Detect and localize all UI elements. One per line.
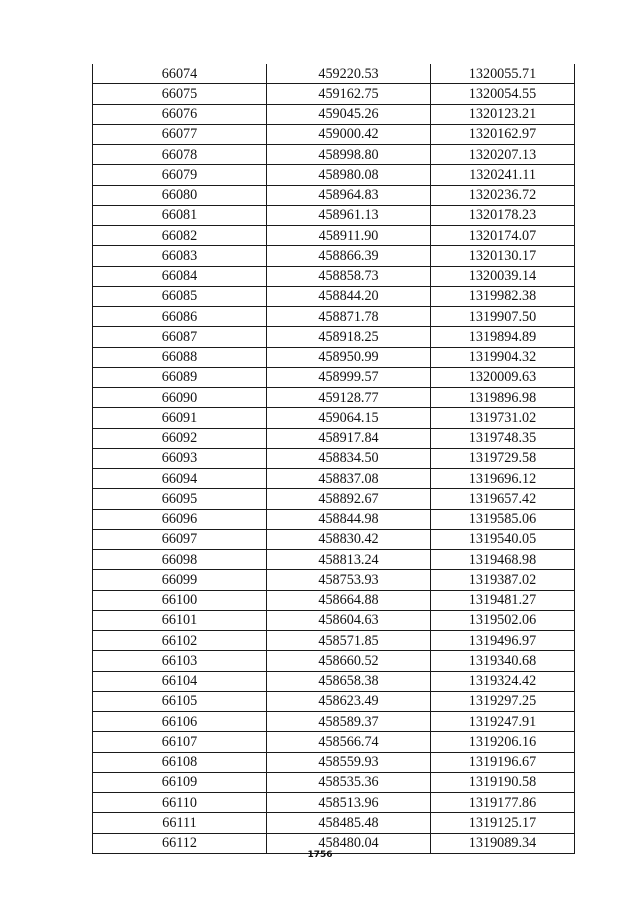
x-coordinate-cell: 458834.50 xyxy=(267,448,431,468)
x-coordinate-cell: 458623.49 xyxy=(267,691,431,711)
point-id-cell: 66105 xyxy=(93,691,267,711)
y-coordinate-cell: 1320055.71 xyxy=(431,64,575,84)
point-id-cell: 66080 xyxy=(93,185,267,205)
table-row xyxy=(93,367,575,387)
table-row xyxy=(93,712,575,732)
point-id-cell: 66108 xyxy=(93,752,267,772)
table-row xyxy=(93,408,575,428)
table-row xyxy=(93,307,575,327)
y-coordinate-cell: 1319585.06 xyxy=(431,509,575,529)
table-row xyxy=(93,772,575,792)
x-coordinate-cell: 459220.53 xyxy=(267,64,431,84)
y-coordinate-cell: 1319177.86 xyxy=(431,793,575,813)
x-coordinate-cell: 458911.90 xyxy=(267,226,431,246)
x-coordinate-cell: 458559.93 xyxy=(267,752,431,772)
table-row xyxy=(93,509,575,529)
y-coordinate-cell: 1320123.21 xyxy=(431,104,575,124)
table-row xyxy=(93,428,575,448)
table-row xyxy=(93,124,575,144)
table-row xyxy=(93,610,575,630)
y-coordinate-cell: 1320174.07 xyxy=(431,226,575,246)
point-id-cell: 66097 xyxy=(93,529,267,549)
x-coordinate-cell: 458658.38 xyxy=(267,671,431,691)
y-coordinate-cell: 1320178.23 xyxy=(431,205,575,225)
y-coordinate-cell: 1319904.32 xyxy=(431,347,575,367)
table-row xyxy=(93,388,575,408)
point-id-cell: 66092 xyxy=(93,428,267,448)
coordinate-table-body xyxy=(93,64,575,853)
x-coordinate-cell: 458604.63 xyxy=(267,610,431,630)
table-row xyxy=(93,570,575,590)
x-coordinate-cell: 458830.42 xyxy=(267,529,431,549)
x-coordinate-cell: 458961.13 xyxy=(267,205,431,225)
y-coordinate-cell: 1319496.97 xyxy=(431,631,575,651)
x-coordinate-cell: 458513.96 xyxy=(267,793,431,813)
y-coordinate-cell: 1320207.13 xyxy=(431,145,575,165)
table-row xyxy=(93,205,575,225)
y-coordinate-cell: 1319468.98 xyxy=(431,550,575,570)
point-id-cell: 66078 xyxy=(93,145,267,165)
point-id-cell: 66100 xyxy=(93,590,267,610)
x-coordinate-cell: 458917.84 xyxy=(267,428,431,448)
point-id-cell: 66111 xyxy=(93,813,267,833)
table-row xyxy=(93,327,575,347)
point-id-cell: 66112 xyxy=(93,833,267,853)
point-id-cell: 66075 xyxy=(93,84,267,104)
point-id-cell: 66096 xyxy=(93,509,267,529)
x-coordinate-cell: 458866.39 xyxy=(267,246,431,266)
point-id-cell: 66102 xyxy=(93,631,267,651)
table-row xyxy=(93,226,575,246)
y-coordinate-cell: 1319125.17 xyxy=(431,813,575,833)
y-coordinate-cell: 1320130.17 xyxy=(431,246,575,266)
x-coordinate-cell: 458813.24 xyxy=(267,550,431,570)
y-coordinate-cell: 1320039.14 xyxy=(431,266,575,286)
point-id-cell: 66093 xyxy=(93,448,267,468)
table-row xyxy=(93,185,575,205)
table-row xyxy=(93,691,575,711)
x-coordinate-cell: 458664.88 xyxy=(267,590,431,610)
table-row xyxy=(93,590,575,610)
y-coordinate-cell: 1319540.05 xyxy=(431,529,575,549)
y-coordinate-cell: 1319297.25 xyxy=(431,691,575,711)
y-coordinate-cell: 1319247.91 xyxy=(431,712,575,732)
x-coordinate-cell: 458535.36 xyxy=(267,772,431,792)
y-coordinate-cell: 1319896.98 xyxy=(431,388,575,408)
x-coordinate-cell: 459128.77 xyxy=(267,388,431,408)
table-row xyxy=(93,651,575,671)
y-coordinate-cell: 1319729.58 xyxy=(431,448,575,468)
point-id-cell: 66106 xyxy=(93,712,267,732)
y-coordinate-cell: 1319696.12 xyxy=(431,469,575,489)
point-id-cell: 66098 xyxy=(93,550,267,570)
point-id-cell: 66104 xyxy=(93,671,267,691)
table-row xyxy=(93,529,575,549)
table-row xyxy=(93,64,575,84)
point-id-cell: 66074 xyxy=(93,64,267,84)
table-row xyxy=(93,550,575,570)
x-coordinate-cell: 458871.78 xyxy=(267,307,431,327)
table-row xyxy=(93,813,575,833)
x-coordinate-cell: 458753.93 xyxy=(267,570,431,590)
x-coordinate-cell: 458571.85 xyxy=(267,631,431,651)
y-coordinate-cell: 1319982.38 xyxy=(431,286,575,306)
y-coordinate-cell: 1319206.16 xyxy=(431,732,575,752)
point-id-cell: 66087 xyxy=(93,327,267,347)
x-coordinate-cell: 458892.67 xyxy=(267,489,431,509)
table-row xyxy=(93,489,575,509)
table-row xyxy=(93,347,575,367)
y-coordinate-cell: 1319387.02 xyxy=(431,570,575,590)
point-id-cell: 66081 xyxy=(93,205,267,225)
table-row xyxy=(93,631,575,651)
table-row xyxy=(93,793,575,813)
point-id-cell: 66086 xyxy=(93,307,267,327)
table-row xyxy=(93,246,575,266)
y-coordinate-cell: 1319481.27 xyxy=(431,590,575,610)
x-coordinate-cell: 458999.57 xyxy=(267,367,431,387)
point-id-cell: 66084 xyxy=(93,266,267,286)
x-coordinate-cell: 458660.52 xyxy=(267,651,431,671)
x-coordinate-cell: 458589.37 xyxy=(267,712,431,732)
table-row xyxy=(93,286,575,306)
point-id-cell: 66109 xyxy=(93,772,267,792)
point-id-cell: 66079 xyxy=(93,165,267,185)
table-row xyxy=(93,165,575,185)
y-coordinate-cell: 1319748.35 xyxy=(431,428,575,448)
y-coordinate-cell: 1319196.67 xyxy=(431,752,575,772)
x-coordinate-cell: 458950.99 xyxy=(267,347,431,367)
y-coordinate-cell: 1320241.11 xyxy=(431,165,575,185)
page-number: 1756 xyxy=(307,850,333,860)
table-row xyxy=(93,266,575,286)
point-id-cell: 66091 xyxy=(93,408,267,428)
point-id-cell: 66083 xyxy=(93,246,267,266)
point-id-cell: 66090 xyxy=(93,388,267,408)
table-row xyxy=(93,84,575,104)
x-coordinate-cell: 458918.25 xyxy=(267,327,431,347)
x-coordinate-cell: 458858.73 xyxy=(267,266,431,286)
x-coordinate-cell: 459064.15 xyxy=(267,408,431,428)
point-id-cell: 66089 xyxy=(93,367,267,387)
table-row xyxy=(93,671,575,691)
point-id-cell: 66095 xyxy=(93,489,267,509)
y-coordinate-cell: 1320009.63 xyxy=(431,367,575,387)
table-row xyxy=(93,469,575,489)
y-coordinate-cell: 1319894.89 xyxy=(431,327,575,347)
x-coordinate-cell: 458566.74 xyxy=(267,732,431,752)
point-id-cell: 66094 xyxy=(93,469,267,489)
x-coordinate-cell: 458485.48 xyxy=(267,813,431,833)
y-coordinate-cell: 1320054.55 xyxy=(431,84,575,104)
x-coordinate-cell: 458998.80 xyxy=(267,145,431,165)
point-id-cell: 66099 xyxy=(93,570,267,590)
coordinate-table xyxy=(92,64,575,854)
x-coordinate-cell: 458980.08 xyxy=(267,165,431,185)
point-id-cell: 66101 xyxy=(93,610,267,630)
y-coordinate-cell: 1319657.42 xyxy=(431,489,575,509)
table-row xyxy=(93,752,575,772)
y-coordinate-cell: 1319324.42 xyxy=(431,671,575,691)
table-row xyxy=(93,732,575,752)
table-row xyxy=(93,145,575,165)
x-coordinate-cell: 458844.98 xyxy=(267,509,431,529)
point-id-cell: 66107 xyxy=(93,732,267,752)
point-id-cell: 66110 xyxy=(93,793,267,813)
point-id-cell: 66103 xyxy=(93,651,267,671)
x-coordinate-cell: 458837.08 xyxy=(267,469,431,489)
y-coordinate-cell: 1319907.50 xyxy=(431,307,575,327)
point-id-cell: 66088 xyxy=(93,347,267,367)
point-id-cell: 66085 xyxy=(93,286,267,306)
x-coordinate-cell: 459000.42 xyxy=(267,124,431,144)
y-coordinate-cell: 1319190.58 xyxy=(431,772,575,792)
x-coordinate-cell: 458844.20 xyxy=(267,286,431,306)
point-id-cell: 66077 xyxy=(93,124,267,144)
y-coordinate-cell: 1319340.68 xyxy=(431,651,575,671)
table-row xyxy=(93,104,575,124)
point-id-cell: 66082 xyxy=(93,226,267,246)
y-coordinate-cell: 1319731.02 xyxy=(431,408,575,428)
y-coordinate-cell: 1319089.34 xyxy=(431,833,575,853)
y-coordinate-cell: 1320162.97 xyxy=(431,124,575,144)
y-coordinate-cell: 1319502.06 xyxy=(431,610,575,630)
x-coordinate-cell: 458964.83 xyxy=(267,185,431,205)
y-coordinate-cell: 1320236.72 xyxy=(431,185,575,205)
point-id-cell: 66076 xyxy=(93,104,267,124)
x-coordinate-cell: 459162.75 xyxy=(267,84,431,104)
x-coordinate-cell: 459045.26 xyxy=(267,104,431,124)
x-coordinate-cell: 458480.04 xyxy=(267,833,431,853)
table-row xyxy=(93,448,575,468)
